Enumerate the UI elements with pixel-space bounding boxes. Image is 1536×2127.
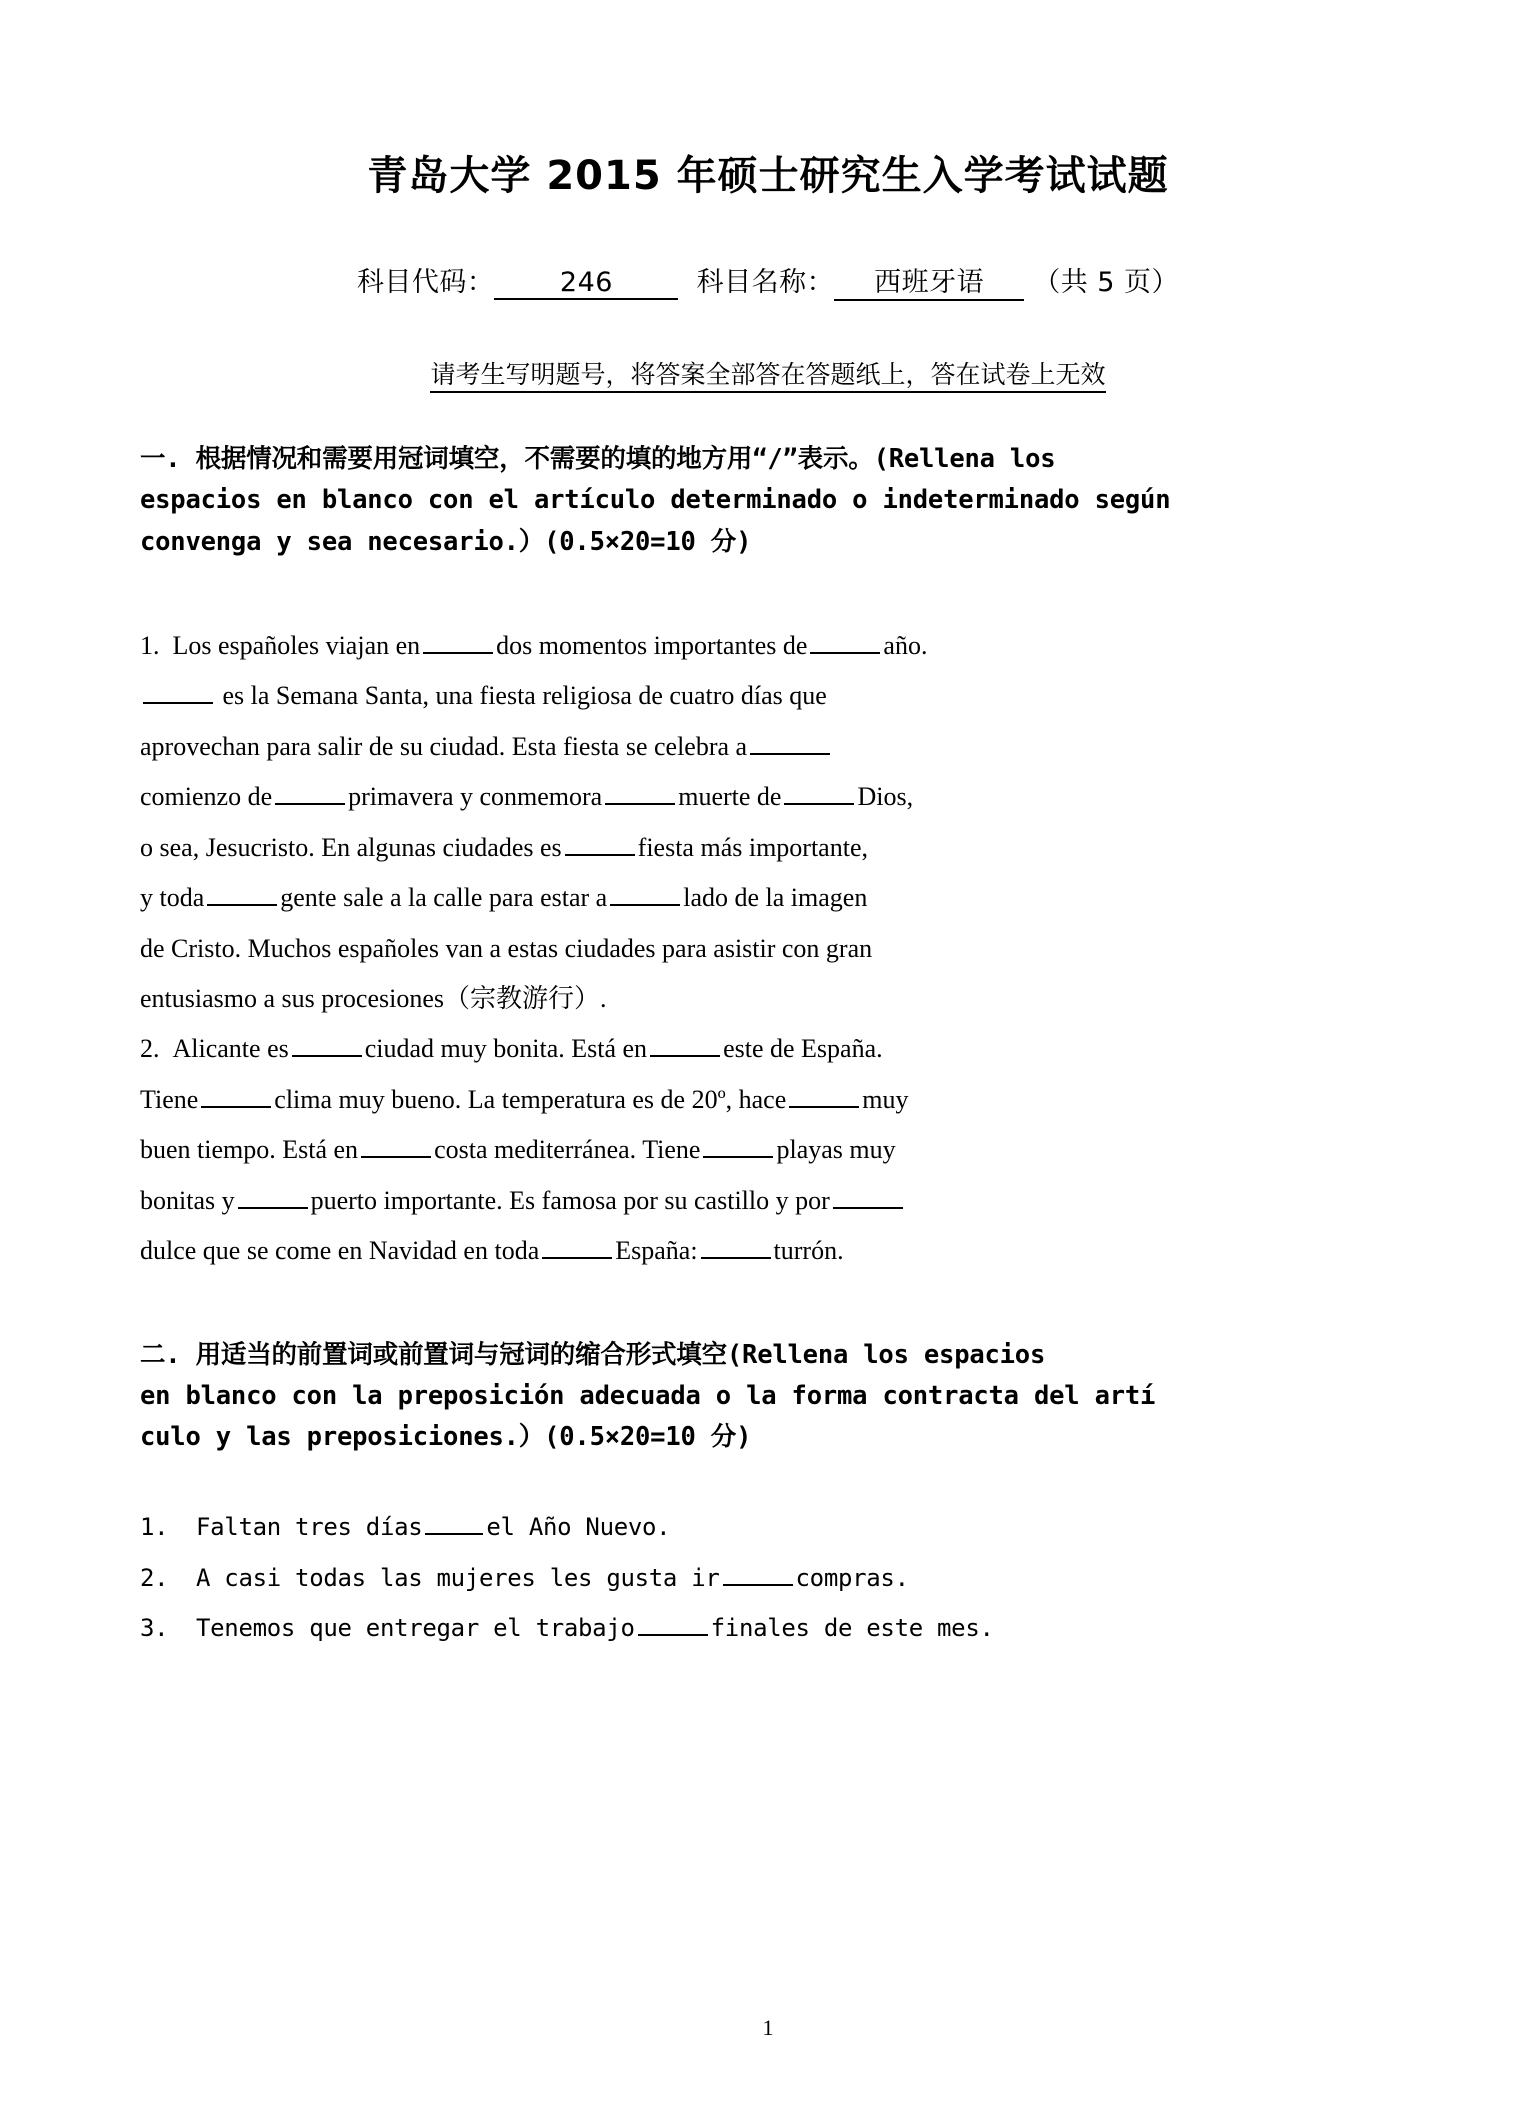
item2-line-1 [140,1024,1396,1074]
item1-line-2 [140,671,1396,721]
answer-blank[interactable] [750,727,830,755]
page-count-note: （共 5 页） [1033,267,1180,298]
spacer [140,1458,1396,1502]
item1-text-f: muerte de [678,782,782,812]
item2-text-h: costa mediterránea. Tiene [434,1135,701,1165]
answer-blank[interactable] [207,878,277,906]
answer-blank[interactable] [565,828,635,856]
item2-text-n: turrón. [773,1236,844,1266]
item1-text-j: y toda [140,883,205,913]
item1-text-k: gente sale a la calle para estar a [280,883,608,913]
answer-blank[interactable] [723,1560,793,1586]
question-text-after: el Año Nuevo. [486,1513,671,1542]
answer-blank[interactable] [810,626,880,654]
item1-number: 1. [140,630,160,660]
page-number: 1 [762,2015,774,2040]
answer-blank[interactable] [610,878,680,906]
answer-blank[interactable] [292,1029,362,1057]
section-one-heading [140,439,1396,563]
answer-blank[interactable] [238,1181,308,1209]
section-two-heading-line-1: 二. 用适当的前置词或前置词与冠词的缩合形式填空(Rellena los espacios [140,1339,1046,1370]
section-one-item-1 [140,621,1396,1025]
question-text-before: Tenemos que entregar el trabajo [196,1614,635,1643]
answer-blank[interactable] [605,777,675,805]
section-two-heading-line-2: en blanco con la preposición adecuada o la forma contracta del artí [140,1380,1156,1411]
answer-blank[interactable] [784,777,854,805]
item1-line-8 [140,974,1396,1024]
answer-blank[interactable] [701,1231,771,1259]
section-two-heading-line-3: culo y las preposiciones.）(0.5×20=10 分) [140,1422,752,1453]
item2-text-b: ciudad muy bonita. Está en [364,1034,648,1064]
item1-text-b: dos momentos importantes de [496,630,808,660]
answer-blank[interactable] [143,676,213,704]
item2-text-f: muy [862,1084,909,1114]
item1-line-5 [140,823,1396,873]
exam-notice-text: 请考生写明题号，将答案全部答在答题纸上，答在试卷上无效 [430,360,1105,393]
answer-blank[interactable] [361,1130,431,1158]
page-title: 青岛大学 2015 年硕士研究生入学考试试题 [367,153,1169,199]
answer-blank[interactable] [833,1181,903,1209]
item1-line-4 [140,772,1396,822]
item1-text-e: primavera y conmemora [348,782,603,812]
item1-text-l: lado de la imagen [683,883,868,913]
item1-text-i: fiesta más importante, [637,832,868,862]
item2-line-3 [140,1125,1396,1175]
item2-text-a: Alicante es [172,1034,289,1064]
item2-text-d: Tiene [140,1084,199,1114]
item2-text-e: clima muy bueno. La temperatura es de 20º, hace [274,1084,787,1114]
spacer [140,1277,1396,1335]
answer-blank[interactable] [703,1130,773,1158]
item2-text-k: puerto importante. Es famosa por su castillo y por [310,1185,830,1215]
answer-blank[interactable] [425,1509,483,1535]
answer-blank[interactable] [542,1231,612,1259]
item2-text-m: España: [615,1236,698,1266]
list-item [140,1603,1396,1653]
item2-line-4 [140,1176,1396,1226]
question-text-after: finales de este mes. [710,1614,994,1643]
item1-text-d: comienzo de [140,782,273,812]
answer-blank[interactable] [638,1610,708,1636]
item1-text-g: Dios, [857,782,914,812]
answer-blank[interactable] [650,1029,720,1057]
item1-line-3 [140,722,1396,772]
answer-blank[interactable] [201,1080,271,1108]
item1-text-a: Los españoles viajan en [172,630,421,660]
item1-line-1 [140,621,1396,671]
item2-text-c: este de España. [723,1034,883,1064]
exam-notice [0,301,1536,391]
item2-text-i: playas muy [776,1135,896,1165]
item2-text-j: bonitas y [140,1185,235,1215]
section-one-heading-line-1: 一. 根据情况和需要用冠词填空，不需要的填的地方用“/”表示。(Rellena los [140,444,1056,474]
item1-text-line3: aprovechan para salir de su ciudad. Esta fiesta se celebra a [140,731,748,761]
item1-text-line2: es la Semana Santa, una fiesta religiosa de cuatro días que [222,681,827,711]
answer-blank[interactable] [789,1080,859,1108]
spacer [140,563,1396,621]
subject-name-label: 科目名称： [696,267,835,298]
question-text-after: compras. [795,1563,909,1592]
item1-line-6 [140,873,1396,923]
question-number: 3. [140,1614,169,1643]
question-text-before: Faltan tres días [196,1513,423,1542]
item1-text-line8: entusiasmo a sus procesiones（宗教游行）. [140,983,607,1013]
item2-text-l: dulce que se come en Navidad en toda [140,1236,540,1266]
section-one-heading-line-3: convenga y sea necesario.）(0.5×20=10 分) [140,526,752,557]
answer-blank[interactable] [423,626,493,654]
question-number: 2. [140,1563,169,1592]
subject-name-value: 西班牙语 [834,260,1024,301]
item1-line-7 [140,924,1396,974]
answer-blank[interactable] [275,777,345,805]
question-number: 1. [140,1513,169,1542]
item1-text-line7: de Cristo. Muchos españoles van a estas ciudades para asistir con gran [140,933,873,963]
item2-text-g: buen tiempo. Está en [140,1135,359,1165]
section-one-item-2 [140,1024,1396,1276]
section-one-heading-line-2: espacios en blanco con el artículo determinado o indeterminado según [140,485,1171,516]
subject-code-value: 246 [494,267,678,300]
item2-line-5 [140,1226,1396,1276]
item1-text-c: año. [883,630,928,660]
section-two-question-list [140,1502,1396,1653]
item2-line-2 [140,1075,1396,1125]
exam-content [0,439,1536,1654]
subject-info-line [0,202,1536,301]
list-item [140,1502,1396,1552]
section-two-heading [140,1335,1396,1459]
subject-code-label: 科目代码： [356,267,495,298]
question-text-before: A casi todas las mujeres les gusta ir [196,1563,720,1592]
item1-text-h: o sea, Jesucristo. En algunas ciudades es [140,832,562,862]
item2-number: 2. [140,1034,160,1064]
list-item [140,1553,1396,1603]
